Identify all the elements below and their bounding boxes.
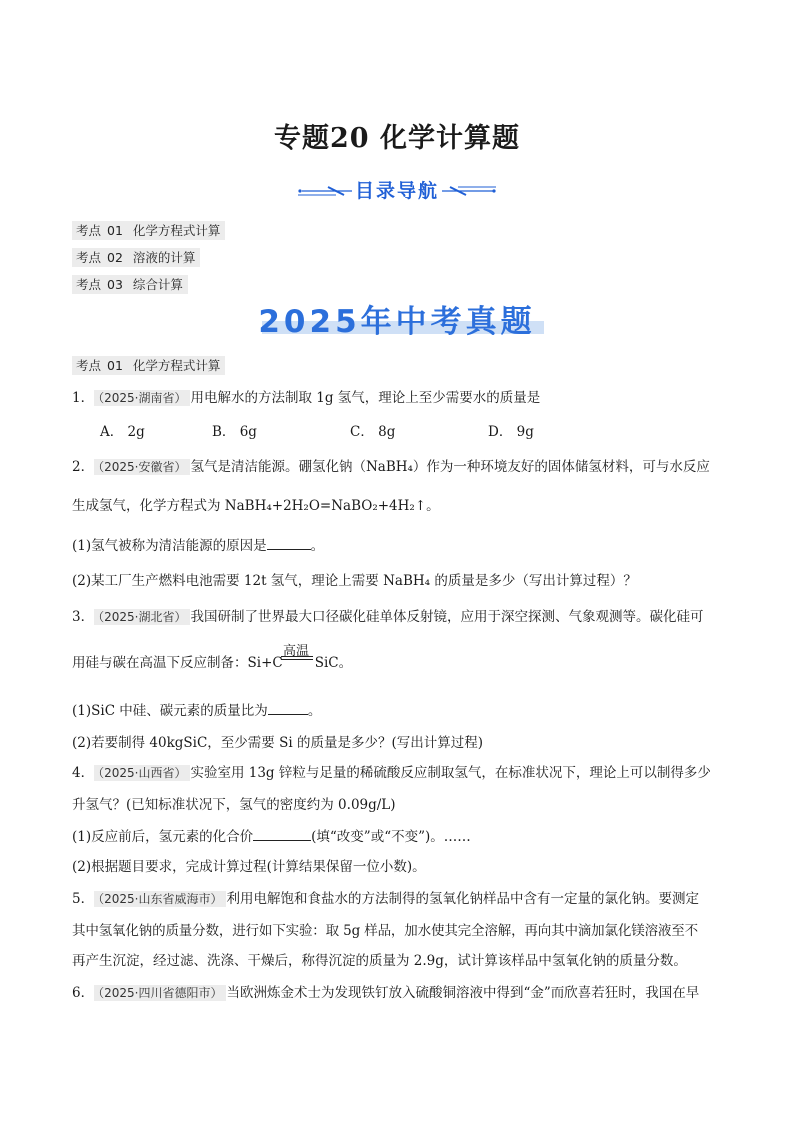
option-letter: C．	[350, 424, 374, 440]
question-5-line-2: 其中氢氧化钠的质量分数，进行如下实验：取 5g 样品，加水使其完全溶解，再向其中滴加氯化镁溶液至不	[72, 923, 698, 939]
question-text: 我国研制了世界最大口径碳化硅单体反射镜，应用于深空探测、气象观测等。碳化硅可	[190, 609, 704, 625]
question-number: 3．	[72, 609, 95, 625]
source-tag: （2025·安徽省）	[94, 459, 190, 475]
toc-text: 化学方程式计算	[132, 223, 221, 238]
toc-num: 02	[107, 250, 123, 265]
source-tag: （2025·山东省威海市）	[94, 891, 226, 907]
toc-text: 综合计算	[132, 277, 183, 292]
question-text: 氢气是清洁能源。硼氢化钠（NaBH₄）作为一种环境友好的固体储氢材料，可与水反应	[190, 459, 710, 475]
toc-label: 考点	[76, 250, 102, 265]
sub-question-text: (1)反应前后，氢元素的化合价	[72, 829, 254, 845]
question-5-line-3: 再产生沉淀，经过滤、洗涤、干燥后，称得沉淀的质量为 2.9g，试计算该样品中氢氧化钠的质量分数。	[72, 953, 687, 969]
option-letter: D．	[488, 424, 513, 440]
page-title: 专题20 化学计算题	[274, 123, 520, 154]
question-4-sub-1	[72, 826, 732, 848]
question-text: 当欧洲炼金术士为发现铁钉放入硫酸铜溶液中得到“金”而欣喜若狂时，我国在早	[226, 985, 700, 1001]
question-number: 5．	[72, 891, 95, 907]
answer-blank[interactable]	[267, 535, 311, 550]
toc-text: 溶液的计算	[132, 250, 196, 265]
option-d[interactable]	[488, 420, 534, 440]
question-3-sub-1	[72, 700, 732, 722]
source-tag: （2025·四川省德阳市）	[94, 985, 226, 1001]
toc-header	[0, 176, 794, 206]
section-label	[72, 355, 225, 374]
option-value: 9g	[516, 424, 534, 440]
question-5	[72, 888, 732, 910]
question-2-line-2: 生成氢气，化学方程式为 NaBH₄+2H₂O=NaBO₂+4H₂↑。	[72, 498, 440, 514]
toc-item-1[interactable]	[72, 220, 225, 239]
sub-question-text: (1)氢气被称为清洁能源的原因是	[72, 538, 267, 554]
question-number: 1．	[72, 390, 95, 406]
sub-question-end: 。	[310, 538, 325, 554]
question-text: 实验室用 13g 锌粒与足量的稀硫酸反应制取氢气，在标准状况下，理论上可以制得多少	[190, 765, 711, 781]
sub-question-text: (1)SiC 中硅、碳元素的质量比为	[72, 703, 268, 719]
toc-item-2[interactable]	[72, 247, 200, 266]
question-text: 利用电解饱和食盐水的方法制得的氢氧化钠样品中含有一定量的氯化钠。要测定	[226, 891, 699, 907]
source-tag: （2025·湖北省）	[94, 609, 190, 625]
section-text: 化学方程式计算	[132, 358, 221, 373]
section-num: 01	[107, 358, 123, 373]
equation-right: SiC。	[314, 655, 353, 671]
toc-label: 考点	[76, 223, 102, 238]
option-value: 2g	[127, 424, 145, 440]
section-label-text: 考点	[76, 358, 102, 373]
toc-label: 考点	[76, 277, 102, 292]
question-2	[72, 456, 732, 478]
question-number: 4．	[72, 765, 95, 781]
equation-left: 用硅与碳在高温下反应制备：Si+C	[72, 655, 283, 671]
option-letter: A．	[100, 424, 124, 440]
reaction-condition: 高温	[283, 644, 310, 659]
question-4-line-2: 升氢气？(已知标准状况下，氢气的密度约为 0.09g/L)	[72, 797, 396, 813]
option-b[interactable]	[212, 420, 257, 440]
answer-blank[interactable]	[268, 700, 308, 715]
option-value: 8g	[378, 424, 396, 440]
question-4	[72, 762, 732, 784]
toc-num: 01	[107, 223, 123, 238]
question-4-sub-2: (2)根据题目要求，完成计算过程(计算结果保留一位小数)。	[72, 859, 426, 875]
option-a[interactable]	[100, 420, 145, 440]
question-6	[72, 982, 732, 1004]
sub-question-end: (填“改变”或“不变”)。……	[311, 829, 471, 845]
banner-title: 2025年中考真题	[258, 304, 536, 340]
question-2-sub-1	[72, 535, 732, 557]
source-tag: （2025·湖南省）	[94, 390, 190, 406]
question-number: 2．	[72, 459, 95, 475]
question-1	[72, 387, 732, 409]
question-text: 用电解水的方法制取 1g 氢气，理论上至少需要水的质量是	[190, 390, 541, 406]
section-banner	[0, 296, 794, 342]
source-tag: （2025·山西省）	[94, 765, 190, 781]
answer-blank[interactable]	[253, 826, 311, 841]
question-3-line-2	[72, 652, 352, 674]
question-3-sub-2: (2)若要制得 40kgSiC，至少需要 Si 的质量是多少？(写出计算过程)	[72, 735, 483, 751]
question-number: 6．	[72, 985, 95, 1001]
question-3	[72, 606, 732, 628]
option-c[interactable]	[350, 420, 395, 440]
option-letter: B．	[212, 424, 236, 440]
toc-item-3[interactable]	[72, 274, 188, 293]
question-2-sub-2: (2)某工厂生产燃料电池需要 12t 氢气，理论上需要 NaBH₄ 的质量是多少（写出计算过程）？	[72, 573, 637, 589]
sub-question-end: 。	[307, 703, 322, 719]
toc-num: 03	[107, 277, 123, 292]
toc-title: 目录导航	[354, 180, 439, 202]
option-value: 6g	[239, 424, 257, 440]
